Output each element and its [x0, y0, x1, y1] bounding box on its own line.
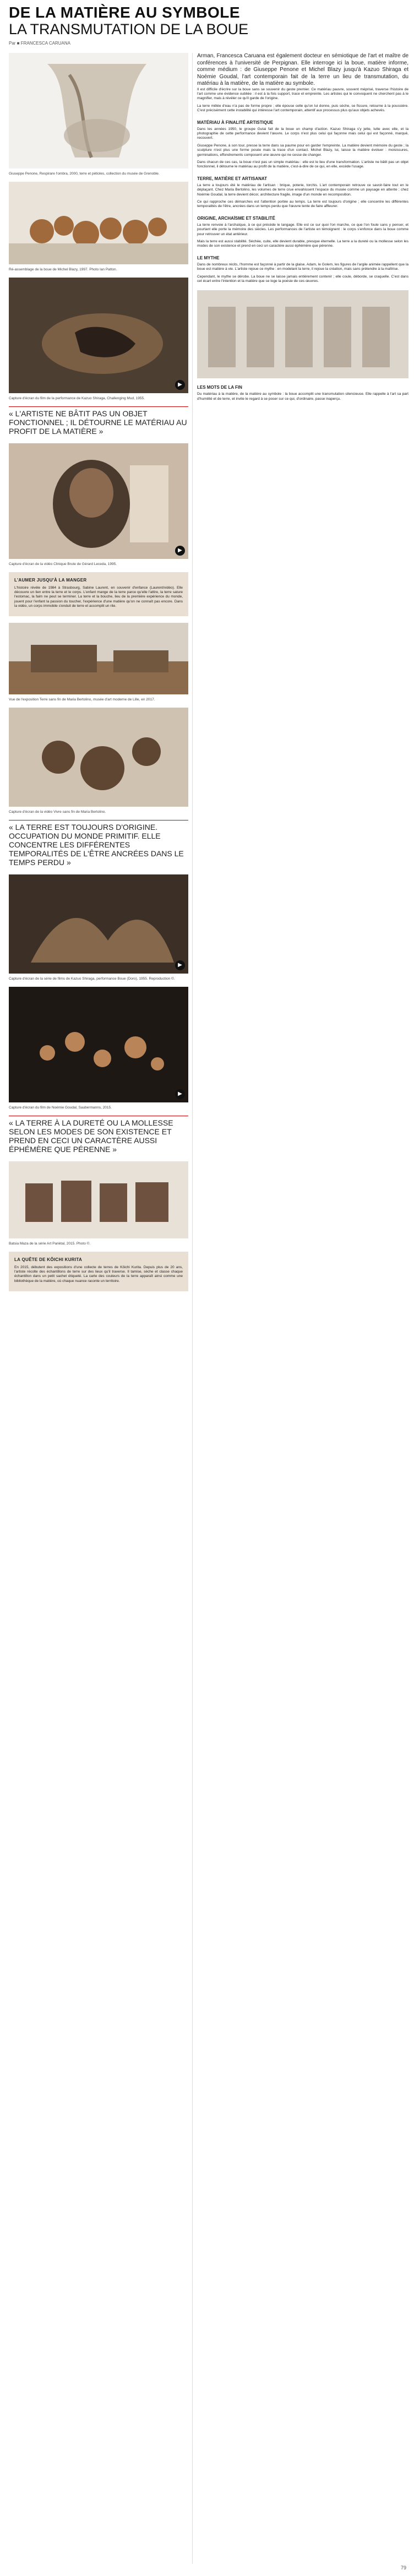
section-5 [197, 256, 408, 284]
left-column [9, 53, 188, 2569]
pull-quote [9, 1116, 188, 1154]
figure-caption: Capture d'écran du film de Noémie Goudal, Saubermanns, 2015. [9, 1106, 112, 1110]
section-6 [197, 385, 408, 401]
article-lead-text: Arman, Francesca Caruana est également docteur en sémiotique de l'art et maître de conférences à l'université de Perpignan. Elle interroge ici la boue, matière informe, comme médium : de Giuseppe Penone et Michel Blazy jusqu'à Kazuo Shiraga et Noémie Goudal, l'art contemporain fait de la terre un lieu de transmutation, du matériau à la matière, de la matière au symbole. [197, 53, 408, 86]
section-heading: ORIGINE, ARCHAÏSME ET STABILITÉ [197, 215, 275, 221]
sidebar-box-title: LA QUÊTE DE KÔICHI KURITA [14, 1257, 83, 1263]
pull-quote [9, 406, 188, 436]
section-3 [197, 176, 408, 209]
section-heading: LES MOTS DE LA FIN [197, 385, 242, 390]
figure-10[interactable] [197, 290, 408, 378]
figure-caption: Giuseppe Penone, Respirare l'ombra, 2000, terre et pétioles, collection du musée de Grenoble. [9, 172, 160, 176]
article-body [197, 88, 408, 402]
figure-image [9, 53, 188, 169]
pull-quote-text: « LA TERRE EST TOUJOURS D'ORIGINE. OCCUPATION DU MONDE PRIMITIF. ELLE CONCENTRE LES DIFFÉRENTES TEMPORALITÉS DE L'ÊTRE ANCRÉES DANS LE TEMPS PERDU » [9, 823, 184, 867]
article-title: DE LA MATIÈRE AU SYMBOLE [9, 4, 241, 21]
pull-quote [9, 820, 188, 867]
play-icon[interactable]: ▶ [175, 960, 185, 970]
play-icon[interactable]: ▶ [175, 380, 185, 390]
figure-2[interactable] [9, 182, 188, 264]
paragraph: Dans de nombreux récits, l'homme est façonné à partir de la glaise. Adam, le Golem, les figures de l'argile animée rappellent que la boue est matière à vie. L'artiste rejoue ce mythe : en modelant la terre, il rejoue la création, mais sans prétendre à la maîtrise. [197, 262, 408, 271]
figure-image [9, 443, 188, 559]
figure-image [9, 1161, 188, 1238]
paragraph: La terre a toujours été le matériau de l'artisan : brique, poterie, torchis. L'art contemporain retrouve ce savoir-faire tout en le déplaçant. Chez Maria Bertolino, les volumes de terre crue envahissent l'espace du musée comme un paysage en attente ; chez Noémie Goudal, la terre devient décor, architecture fragile, image d'un monde en recomposition. [197, 183, 408, 197]
paragraph: La terre renvoie à l'archaïque, à ce qui précède le langage. Elle est ce sur quoi l'on marche, ce que l'on foule sans y penser, et pourtant elle porte la mémoire des siècles. Les performances de l'artiste en témoignent : le corps s'enfonce dans la boue comme pour retrouver un état antérieur. [197, 222, 408, 236]
section-heading: TERRE, MATIÈRE ET ARTISANAT [197, 176, 267, 181]
figure-image [9, 874, 188, 974]
figure-caption: Ré-assemblage de la boue de Michel Blazy, 1997. Photo Ian Patton. [9, 268, 117, 271]
figure-caption: Batsia Maza de la série Art Pariétal, 2015. Photo ©. [9, 1242, 91, 1246]
figure-caption: Capture d'écran du film de la performance de Kazuo Shiraga, Challenging Mud, 1955. [9, 396, 145, 400]
figure-image [9, 987, 188, 1102]
paragraph: Il est difficile d'écrire sur la boue sans se souvenir du geste premier. Ce matériau pauvre, souvent méprisé, traverse l'histoire de l'art comme une évidence oubliée : il est à la fois support, trace et empreinte. Les artistes qui le convoquent ne cherchent pas à le magnifier, mais à révéler ce qu'il garde de l'origine. [197, 87, 408, 101]
figure-7[interactable] [9, 874, 188, 974]
figure-image [9, 182, 188, 264]
section-4 [197, 216, 408, 249]
pull-quote-text: « LA TERRE À LA DURETÉ OU LA MOLLESSE SELON LES MODES DE SON EXISTENCE ET PREND EN CECI UN CARACTÈRE AUSSI ÉPHÉMÈRE QUE PÉRENNE » [9, 1118, 173, 1154]
paragraph: Cependant, le mythe se dérobe. La boue ne se laisse jamais entièrement contenir ; elle coule, déborde, se craquelle. C'est dans cet écart entre l'intention et la matière que se loge la poésie de ces œuvres. [197, 274, 408, 284]
byline: Par ■ FRANCESCA CARUANA [9, 41, 70, 46]
sidebar-box-text: En 2015, débutent des expositions d'une collecte de terres de Kôichi Kurita. Depuis plus de 20 ans, l'artiste récolte des échantillons de terre sur des lieux qu'il traverse. Il tamise, sèche et classe chaque échantillon dans un petit sachet étiqueté. La carte des couleurs de la terre apparaît ainsi comme une bibliothèque de la matière, où chaque nuance raconte un territoire. [14, 1265, 183, 1283]
page-number: 79 [400, 2565, 406, 2570]
section-1 [197, 88, 408, 113]
figure-image [9, 708, 188, 807]
figure-caption: Capture d'écran de la série de films de Kazuo Shiraga, performance Boue (Doro), 1955. Reproduction ©. [9, 977, 175, 981]
figure-6[interactable] [9, 708, 188, 807]
figure-image [197, 290, 408, 378]
paragraph: Mais la terre est aussi stabilité. Séchée, cuite, elle devient durable, presque éternelle. La terre a la dureté ou la mollesse selon les modes de son existence et prend en ceci un caractère aussi éphémère que pérenne. [197, 240, 408, 248]
figure-5[interactable] [9, 623, 188, 694]
article-subtitle: LA TRANSMUTATION DE LA BOUE [9, 21, 249, 37]
paragraph: Ce qui rapproche ces démarches est l'attention portée au temps. La terre est toujours d'origine ; elle concentre les différentes temporalités de l'être, ancrées dans un temps perdu que l'œuvre tente de faire affleurer. [197, 200, 408, 209]
figure-9[interactable] [9, 1161, 188, 1238]
sidebar-box-text: L'histoire révèle de 1984 à Strasbourg, Sabine Laurent, en souvenir d'enfance (Laurent/vidéo). Elle découvre un lien entre la terre et le corps. L'enfant mange de la terre parce qu'elle l'attire, la terre sature l'estomac, la faim ne peut se terminer. La terre et la bouche, lieu de la première expérience du monde, jouent pour l'enfant la passion du toucher, l'expérience d'une matière qu'on ne connaît pas encore. Dans la vidéo, un corps immobile s'enduit de terre et accomplit un rite. [14, 586, 183, 608]
column-divider [192, 53, 193, 2564]
right-column [197, 53, 408, 2569]
paragraph: Dans chacun de ces cas, la boue n'est pas un simple matériau : elle est le lieu d'une transformation. L'artiste ne bâtit pas un objet fonctionnel, il détourne le matériau au profit de la matière, c'est-à-dire de ce qui, en elle, excède l'usage. [197, 160, 408, 169]
figure-8[interactable] [9, 987, 188, 1102]
sidebar-box [9, 1252, 188, 1291]
figure-1[interactable] [9, 53, 188, 169]
paragraph: Dans les années 1950, le groupe Gutai fait de la boue un champ d'action. Kazuo Shiraga s'y jette, lutte avec elle, et la photographie de cette performance devient l'œuvre. Le corps n'est plus celui qui façonne mais celui qui est façonné, marqué, recouvert. [197, 127, 408, 140]
figure-3[interactable] [9, 278, 188, 393]
article-lead [197, 53, 408, 88]
play-icon[interactable]: ▶ [175, 1089, 185, 1099]
figure-4[interactable] [9, 443, 188, 559]
section-2 [197, 120, 408, 170]
figure-image [9, 278, 188, 393]
paragraph: Du matériau à la matière, de la matière au symbole : la boue accomplit une transmutation silencieuse. Elle rappelle à l'art sa part d'humilité et de terre, et invite le regard à se poser sur ce qui, d'ordinaire, passe inaperçu. [197, 392, 408, 401]
paragraph: Giuseppe Penone, à son tour, presse la terre dans sa paume pour en garder l'empreinte. La matière devient mémoire du geste ; la sculpture n'est plus une forme posée mais la trace d'un contact. Michel Blazy, lui, laisse la matière évoluer : moisissures, germinations, effondrements composent une œuvre qui ne cesse de changer. [197, 143, 408, 157]
figure-image [9, 623, 188, 694]
pull-quote-text: « L'ARTISTE NE BÂTIT PAS UN OBJET FONCTIONNEL ; IL DÉTOURNE LE MATÉRIAU AU PROFIT DE LA MATIÈRE » [9, 409, 187, 436]
section-heading: LE MYTHE [197, 255, 220, 260]
sidebar-box [9, 572, 188, 616]
paragraph: La terre mêlée d'eau n'a pas de forme propre ; elle épouse celle qu'on lui donne, puis sèche, se fissure, retourne à la poussière. C'est précisément cette instabilité qui intéresse l'art contemporain, attentif aux processus plus qu'aux objets achevés. [197, 104, 408, 113]
article-header [9, 4, 405, 46]
figure-caption: Capture d'écran de la vidéo Clinique Brute de Gérard Leceda, 1995. [9, 562, 117, 566]
play-icon[interactable]: ▶ [175, 546, 185, 556]
section-heading: MATÉRIAU À FINALITÉ ARTISTIQUE [197, 119, 274, 125]
sidebar-box-title: L'AUMER JUSQU'À LA MANGER [14, 578, 87, 583]
figure-caption: Capture d'écran de la vidéo Vivre sans fin de Maria Bertolino. [9, 810, 106, 814]
figure-caption: Vue de l'exposition Terre sans fin de Maria Bertolino, musée d'art moderne de Lille, en 2017. [9, 698, 155, 702]
